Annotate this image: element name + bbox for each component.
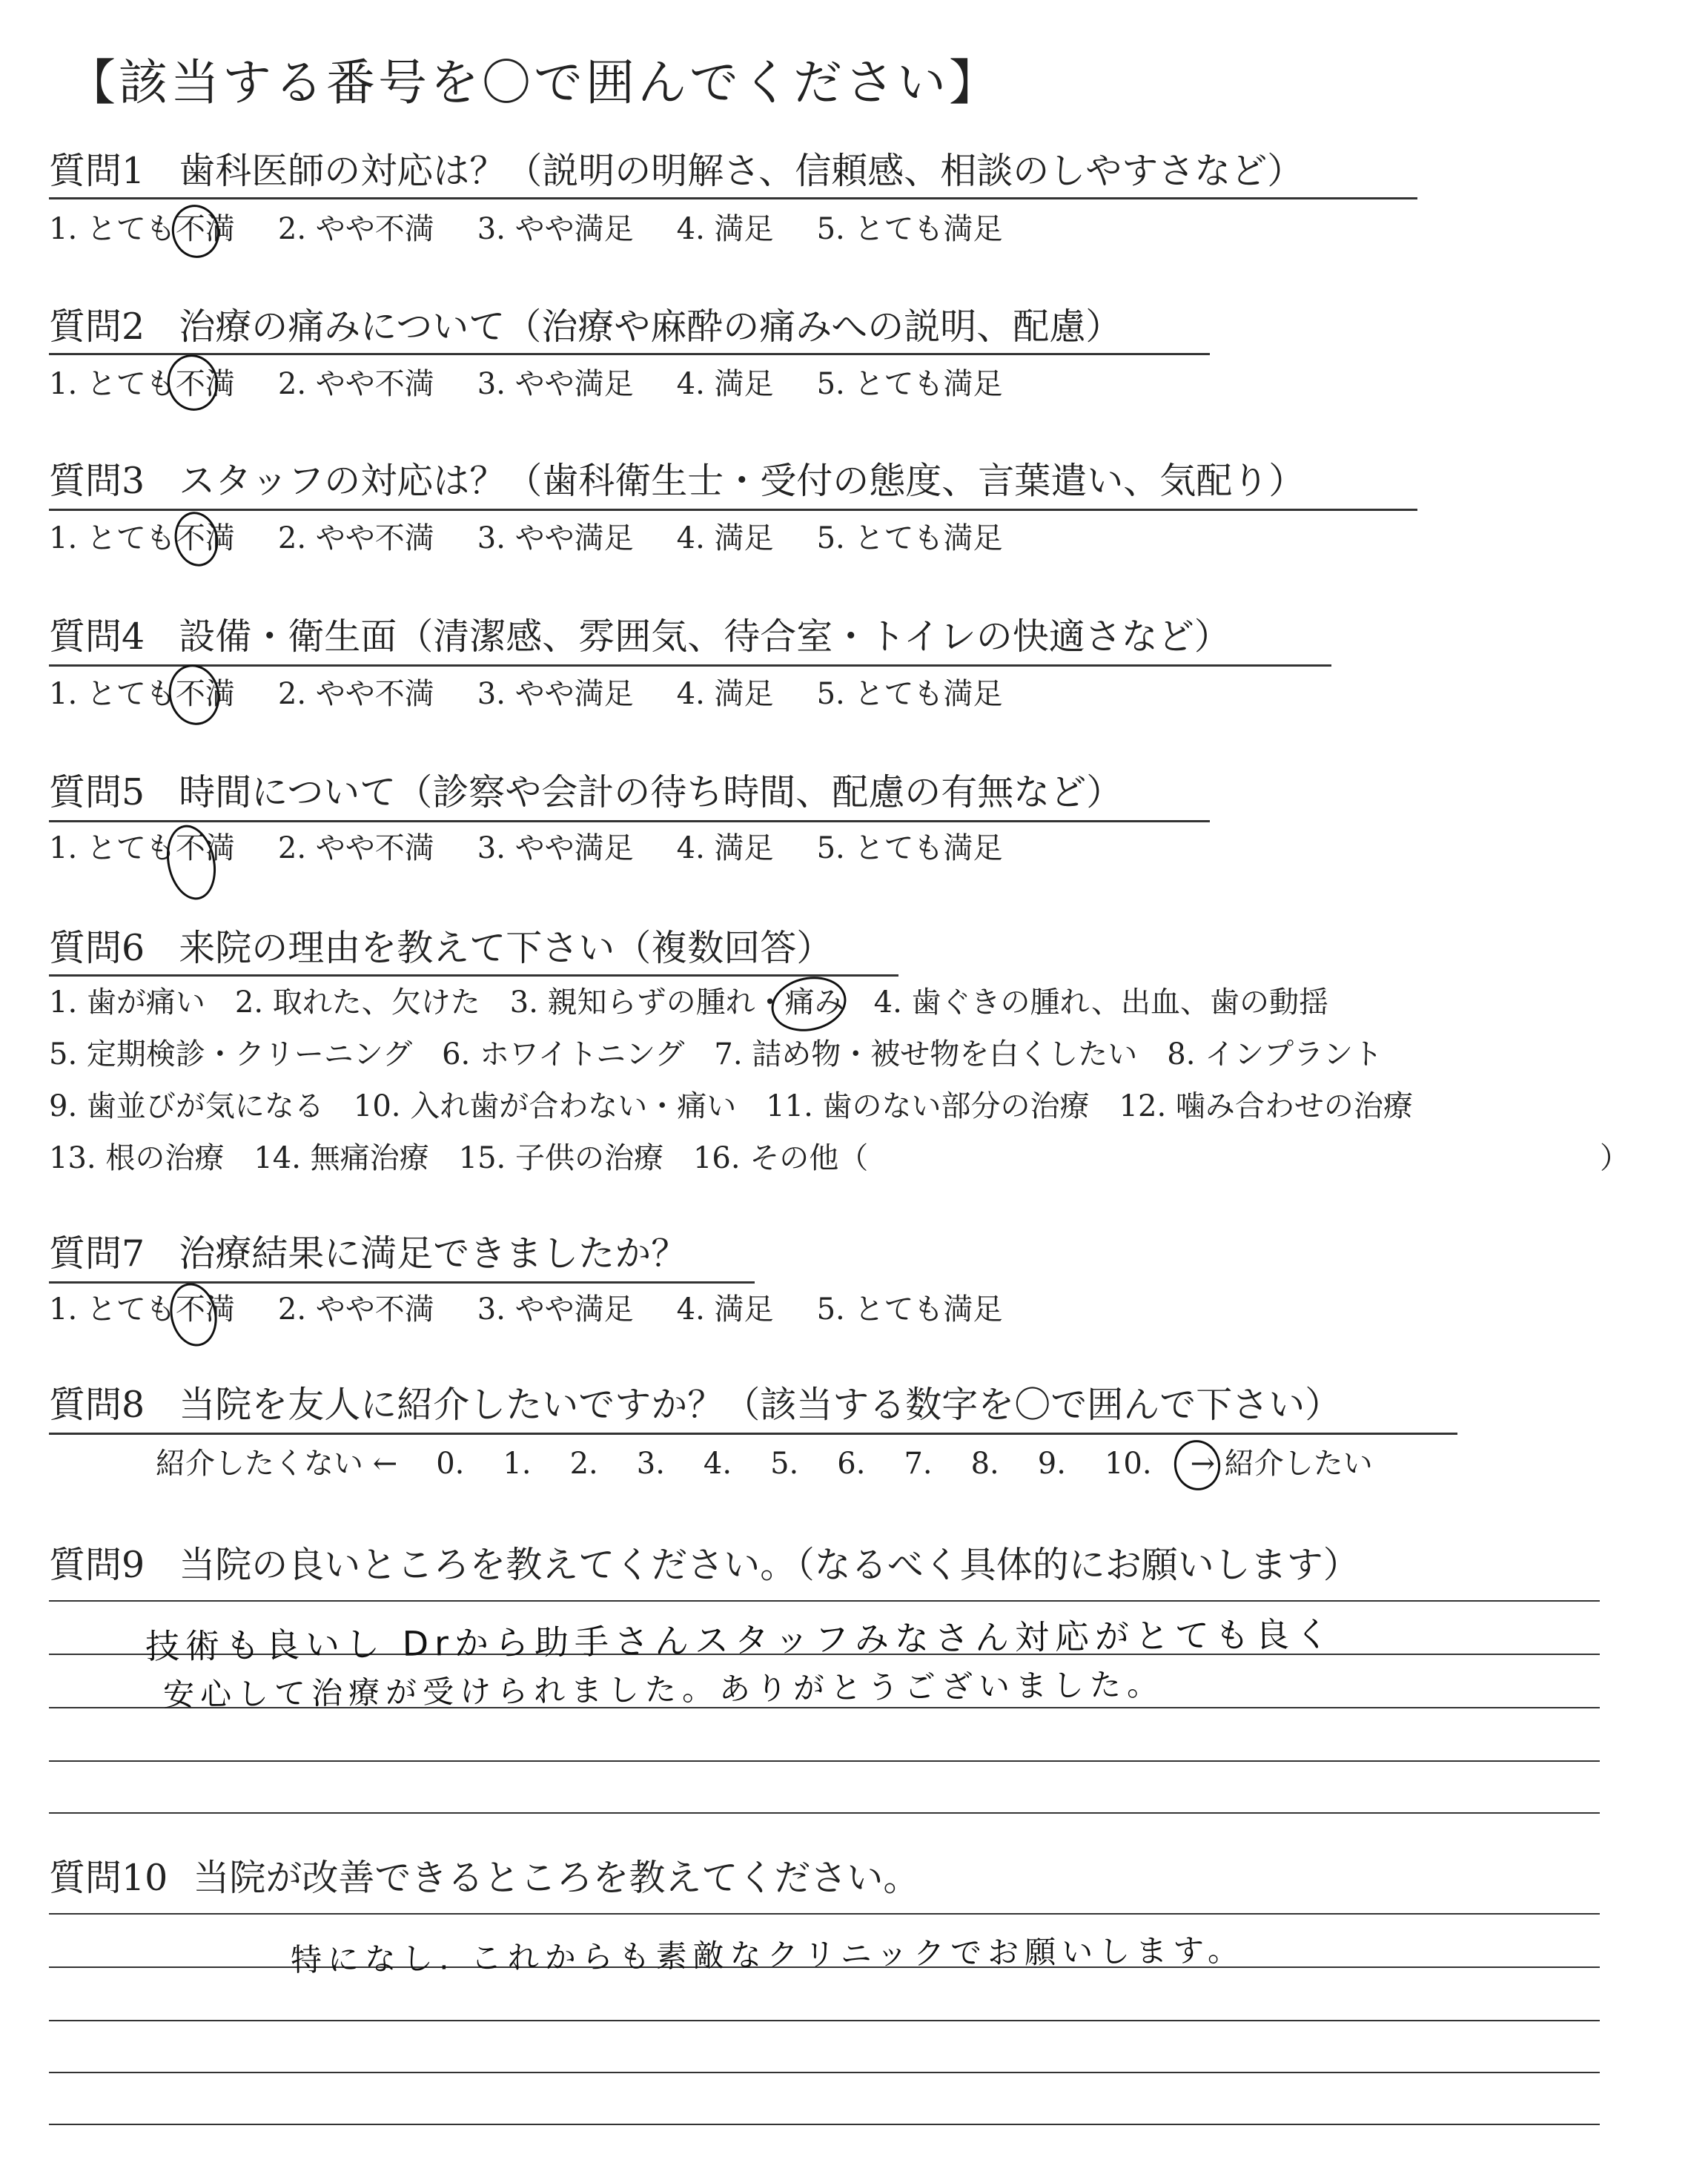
answer-circle-mark (163, 660, 225, 730)
reason-option[interactable]: 8. インプラント (1167, 1037, 1383, 1071)
form-title: 【該当する番号を〇で囲んでください】 (67, 54, 1001, 111)
answer-line (49, 1812, 1600, 1814)
scale-option[interactable]: 6. (837, 1447, 866, 1481)
answer-circle-mark (1170, 1436, 1225, 1494)
reason-option[interactable]: 9. 歯並びが気になる (49, 1089, 324, 1123)
question-underline (49, 509, 1417, 511)
question-9 (49, 1544, 1360, 1588)
option-4[interactable]: 4. 満足 (676, 677, 774, 711)
option-4[interactable]: 4. 満足 (676, 831, 774, 865)
option-2[interactable]: 2. やや不満 (277, 521, 434, 555)
answer-circle-mark (767, 970, 852, 1038)
option-4[interactable]: 4. 満足 (676, 212, 774, 246)
reason-option[interactable]: 1. 歯が痛い (49, 985, 205, 1020)
question-7 (49, 1232, 687, 1276)
question-underline (49, 820, 1210, 822)
option-1[interactable]: 1. とても不満 (49, 677, 235, 711)
question-number: 質問4 (49, 615, 145, 658)
question-number: 質問9 (49, 1544, 145, 1586)
option-2[interactable]: 2. やや不満 (277, 212, 434, 246)
answer-line (49, 1760, 1600, 1762)
option-4[interactable]: 4. 満足 (676, 367, 774, 401)
option-2[interactable]: 2. やや不満 (277, 831, 434, 865)
handwritten-answer: 技術も良いし Drから助手さんスタッフみなさん対応がとても良く (145, 1614, 1336, 1667)
answer-line (49, 1913, 1600, 1915)
question-text: 治療の痛みについて（治療や麻酔の痛みへの説明、配慮） (179, 305, 1122, 348)
answer-line (49, 2020, 1600, 2021)
question-text: 時間について（診察や会計の待ち時間、配慮の有無など） (179, 771, 1123, 813)
answer-line (49, 2124, 1600, 2125)
scale-option[interactable]: 8. (970, 1447, 999, 1481)
question-text: 来院の理由を教えて下さい（複数回答） (179, 927, 833, 969)
option-1[interactable]: 1. とても不満 (49, 831, 235, 865)
option-3[interactable]: 3. やや満足 (477, 831, 634, 865)
scale-option[interactable]: 1. (503, 1447, 532, 1481)
question-underline (49, 353, 1210, 355)
answer-line (49, 1600, 1600, 1602)
option-3[interactable]: 3. やや満足 (477, 1292, 634, 1327)
scale-option[interactable]: 9. (1037, 1447, 1066, 1481)
question-1 (49, 150, 1303, 194)
question-underline (49, 1281, 755, 1284)
question-underline (49, 974, 898, 977)
question-number: 質問5 (49, 771, 145, 813)
answer-circle-mark (170, 508, 223, 570)
question-6-row-2 (49, 1037, 1412, 1072)
option-3[interactable]: 3. やや満足 (477, 212, 634, 246)
reason-option-other[interactable]: 16. その他（ (692, 1141, 869, 1175)
question-6-row-4 (49, 1140, 898, 1176)
reason-option[interactable]: 7. 詰め物・被せ物を白くしたい (714, 1037, 1138, 1071)
option-1[interactable]: 1. とても不満 (49, 1292, 235, 1327)
question-text: 設備・衛生面（清潔感、雰囲気、待合室・トイレの快適さなど） (179, 615, 1231, 658)
reason-option[interactable]: 6. ホワイトニング (442, 1037, 685, 1071)
question-number: 質問6 (49, 927, 145, 969)
option-5[interactable]: 5. とても満足 (816, 677, 1003, 711)
option-1[interactable]: 1. とても不満 (49, 521, 235, 555)
question-text: 当院を友人に紹介したいですか？（該当する数字を〇で囲んで下さい） (179, 1384, 1342, 1426)
reason-option[interactable]: 5. 定期検診・クリーニング (49, 1037, 413, 1071)
answer-circle-mark (165, 1278, 223, 1350)
question-number: 質問3 (49, 460, 145, 502)
scale-option[interactable]: 3. (636, 1447, 665, 1481)
answer-line (49, 2072, 1600, 2073)
question-number: 質問2 (49, 305, 145, 348)
reason-option[interactable]: 2. 取れた、欠けた (234, 985, 480, 1020)
scale-option[interactable]: 5. (770, 1447, 799, 1481)
answer-circle-mark (162, 350, 223, 415)
reason-option[interactable]: 14. 無痛治療 (254, 1141, 429, 1175)
option-1[interactable]: 1. とても不満 (49, 212, 235, 246)
reason-option[interactable]: 12. 噛み合わせの治療 (1119, 1089, 1413, 1123)
scale-option[interactable]: 0. (436, 1447, 465, 1481)
scale-option[interactable]: 2. (569, 1447, 598, 1481)
other-close-paren: ） (1600, 1141, 1629, 1175)
reason-option[interactable]: 4. 歯ぐきの腫れ、出血、歯の動揺 (873, 985, 1328, 1020)
question-number: 質問7 (49, 1232, 145, 1275)
question-text: スタッフの対応は？（歯科衛生士・受付の態度、言葉遣い、気配り） (179, 460, 1305, 502)
scale-option[interactable]: 4. (703, 1447, 732, 1481)
question-8 (49, 1384, 1341, 1427)
option-3[interactable]: 3. やや満足 (477, 367, 634, 401)
option-4[interactable]: 4. 満足 (676, 521, 774, 555)
question-5 (49, 771, 1122, 815)
question-6-row-1 (49, 985, 1358, 1020)
scale-option[interactable]: 7. (904, 1447, 933, 1481)
option-3[interactable]: 3. やや満足 (477, 521, 634, 555)
scale-right-label: → 紹介したい (1190, 1447, 1373, 1481)
option-5[interactable]: 5. とても満足 (816, 521, 1003, 555)
handwritten-answer: 特になし. これからも素敵なクリニックでお願いします。 (290, 1932, 1245, 1978)
question-10 (49, 1857, 919, 1900)
question-underline (49, 197, 1417, 199)
handwritten-answer: 安心して治療が受けられました。ありがとうございました。 (162, 1665, 1165, 1714)
question-3 (49, 460, 1305, 503)
question-number: 質問10 (49, 1857, 168, 1899)
option-1[interactable]: 1. とても不満 (49, 367, 235, 401)
question-text: 歯科医師の対応は？（説明の明解さ、信頼感、相談のしやすさなど） (179, 150, 1304, 192)
question-number: 質問1 (49, 150, 145, 192)
option-3[interactable]: 3. やや満足 (477, 677, 634, 711)
question-6-row-3 (49, 1089, 1443, 1124)
option-5[interactable]: 5. とても満足 (816, 831, 1003, 865)
question-2 (49, 305, 1122, 349)
option-2[interactable]: 2. やや不満 (277, 677, 434, 711)
question-text: 治療結果に満足できましたか？ (179, 1232, 688, 1275)
question-number: 質問8 (49, 1384, 145, 1426)
option-2[interactable]: 2. やや不満 (277, 1292, 434, 1327)
option-4[interactable]: 4. 満足 (676, 1292, 774, 1327)
question-6 (49, 927, 833, 971)
question-underline (49, 1433, 1457, 1435)
reason-option[interactable]: 10. 入れ歯が合わない・痛い (353, 1089, 737, 1123)
referral-scale (156, 1446, 1411, 1482)
reason-option[interactable]: 3. 親知らずの腫れ・痛み (509, 985, 844, 1020)
reason-option[interactable]: 11. 歯のない部分の治療 (766, 1089, 1090, 1123)
option-5[interactable]: 5. とても満足 (816, 1292, 1003, 1327)
option-5[interactable]: 5. とても満足 (816, 212, 1003, 246)
answer-circle-mark (167, 200, 225, 262)
reason-option[interactable]: 15. 子供の治療 (458, 1141, 663, 1175)
question-4 (49, 615, 1231, 659)
option-2[interactable]: 2. やや不満 (277, 367, 434, 401)
scale-left-label: 紹介したくない ← (156, 1447, 398, 1481)
question-underline (49, 664, 1331, 667)
question-text: 当院が改善できるところを教えてください。 (193, 1857, 920, 1899)
scale-option[interactable]: 10. (1104, 1447, 1152, 1481)
reason-option[interactable]: 13. 根の治療 (49, 1141, 225, 1175)
question-text: 当院の良いところを教えてください。（なるべく具体的にお願いします） (179, 1544, 1360, 1586)
option-5[interactable]: 5. とても満足 (816, 367, 1003, 401)
